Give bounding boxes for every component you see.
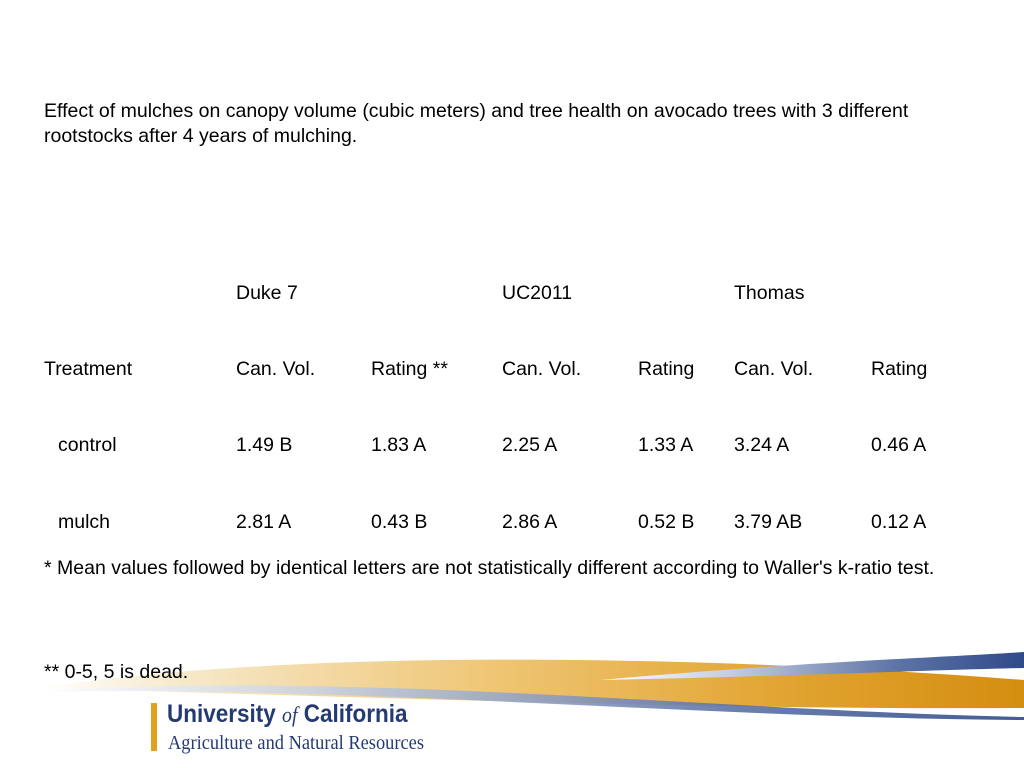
treatment-name: mulch: [58, 511, 111, 533]
table-cell: 1.49 B: [236, 434, 293, 456]
column-header-rating: Rating: [638, 358, 695, 380]
treatment-name: control: [58, 434, 117, 456]
slide-title: Effect of mulches on canopy volume (cubic meters) and tree health on avocado trees with 3 different rootstocks after 4 years of mulching.: [44, 100, 909, 147]
logo-word-california: California: [303, 700, 408, 728]
group-header-thomas: Thomas: [734, 282, 805, 304]
logo-gold-bar: [151, 703, 157, 751]
column-header-can-vol: Can. Vol.: [734, 358, 814, 380]
footnote-mean-values: * Mean values followed by identical letters are not statistically different according to Waller's k-ratio test.: [44, 557, 935, 579]
table-cell: 2.86 A: [502, 511, 558, 533]
table-cell: 2.25 A: [502, 434, 558, 456]
footnote-rating-scale: ** 0-5, 5 is dead.: [44, 661, 189, 683]
table-cell: 0.52 B: [638, 511, 695, 533]
table-cell: 1.33 A: [638, 434, 694, 456]
column-header-can-vol: Can. Vol.: [502, 358, 582, 380]
column-header-can-vol: Can. Vol.: [236, 358, 316, 380]
table-cell: 3.24 A: [734, 434, 790, 456]
column-header-rating: Rating **: [371, 358, 448, 380]
table-cell: 0.12 A: [871, 511, 927, 533]
table-cell: 2.81 A: [236, 511, 292, 533]
logo-word-university: University: [167, 700, 276, 728]
logo-university-of-california: [167, 700, 407, 729]
group-header-duke7: Duke 7: [236, 282, 298, 304]
column-header-treatment: Treatment: [44, 358, 133, 380]
logo-word-of: of: [282, 702, 298, 727]
table-cell: 1.83 A: [371, 434, 427, 456]
group-header-uc2011: UC2011: [502, 282, 573, 304]
logo-division-name: Agriculture and Natural Resources: [168, 732, 424, 754]
table-cell: 3.79 AB: [734, 511, 803, 533]
table-cell: 0.46 A: [871, 434, 927, 456]
table-cell: 0.43 B: [371, 511, 428, 533]
column-header-rating: Rating: [871, 358, 928, 380]
